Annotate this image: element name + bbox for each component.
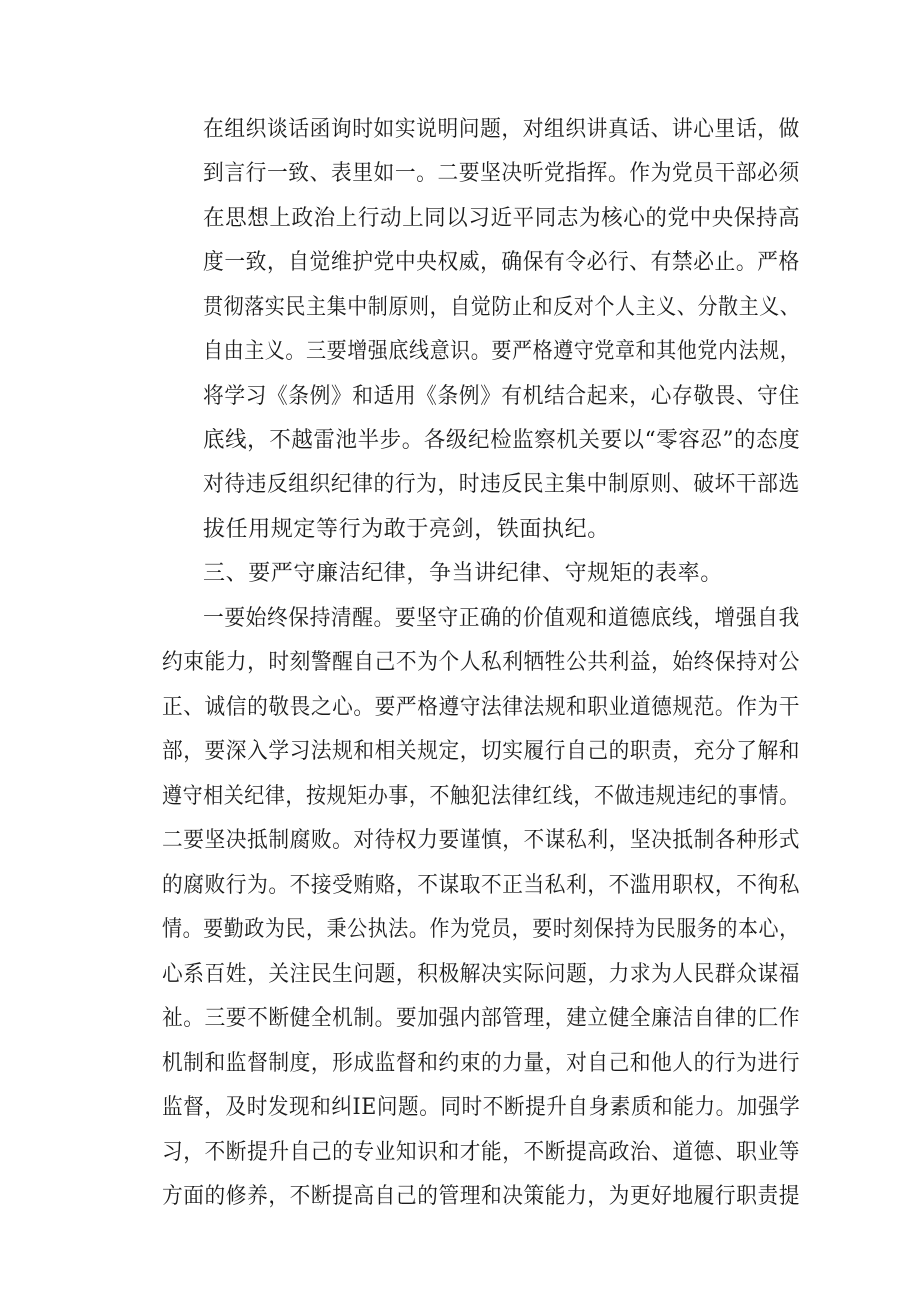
paragraph-line: 在组织谈话函询时如实说明问题，对组织讲真话、讲心里话，做 [203,117,800,142]
paragraph-line: 情。要勤政为民，秉公执法。作为党员，要时刻保持为民服务的本心， [162,917,800,942]
paragraph-line: 正、诚信的敬畏之心。要严格遵守法律法规和职业道德规范。作为干 [162,695,801,720]
paragraph-line: 习，不断提升自己的专业知识和才能，不断提高政治、道德、职业等 [162,1140,801,1165]
paragraph-line: 将学习《条例》和适用《条例》有机结合起来，心存敬畏、守住 [203,384,800,409]
paragraph-line: 机制和监督制度，形成监督和约束的力量，对自己和他人的行为进行 [162,1051,801,1076]
paragraph-line: 在思想上政治上行动上同以习近平同志为核心的党中央保持高 [203,206,801,231]
paragraph-line: 的腐败行为。不接受贿赂，不谋取不正当私利，不滥用职权，不徇私 [162,873,801,898]
paragraph-line: 监督，及时发现和纠IE问题。同时不断提升自身素质和能力。加强学 [162,1095,801,1120]
paragraph-line: 约束能力，时刻警醒自己不为个人私利牺牲公共利益，始终保持对公 [162,650,801,675]
paragraph-line: 拔任用规定等行为敢于亮剑，铁面执纪。 [203,517,610,542]
paragraph-line: 方面的修养，不断提高自己的管理和决策能力，为更好地履行职责提 [162,1184,801,1209]
paragraph-line: 心系百姓，关注民生问题，积极解决实际问题，力求为人民群众谋福 [162,962,801,987]
paragraph-line: 对待违反组织纪律的行为，时违反民主集中制原则、破坏干部选 [203,472,800,497]
paragraph-line: 贯彻落实民主集中制原则，自觉防止和反对个人主义、分散主义、 [203,295,801,320]
paragraph-line: 祉。三要不断健全机制。要加强内部管理，建立健全廉洁自律的匚作 [162,1006,801,1031]
paragraph-line: 度一致，自觉维护党中央权威，确保有令必行、有禁必止。严格 [203,250,800,275]
section-heading: 三、要严守廉洁纪律，争当讲纪律、守规矩的表率。 [203,561,723,586]
paragraph-line: 一要始终保持清醒。要坚守正确的价值观和道德底线，增强自我 [203,606,800,631]
paragraph-line: 到言行一致、表里如一。二要坚决听党指挥。作为党员干部必须 [203,161,800,186]
paragraph-line: 自由主义。三要增强底线意识。要严格遵守党章和其他党内法规， [203,339,801,364]
paragraph-line: 遵守相关纪律，按规矩办事，不触犯法律红线，不做违规违纪的事情。 [162,784,800,809]
paragraph-line: 二要坚决抵制腐败。对待权力要谨慎，不谋私利，坚决抵制各种形式 [162,828,801,853]
paragraph-line: 部，要深入学习法规和相关规定，切实履行自己的职责，充分了解和 [162,739,801,764]
paragraph-line: 底线，不越雷池半步。各级纪检监察机关要以“零容忍”的态度 [203,428,801,453]
